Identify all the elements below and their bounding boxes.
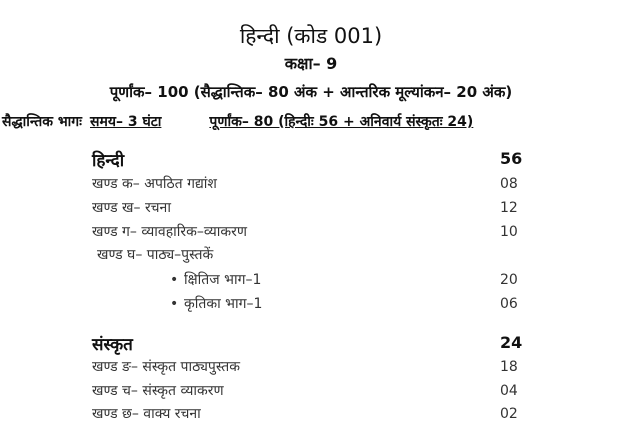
sanskrit-section-marks: 18 bbox=[500, 359, 518, 375]
theory-label: सैद्धान्तिक भागः bbox=[2, 114, 82, 130]
hindi-section-label: खण्ड क– अपठित गद्यांश bbox=[92, 176, 217, 192]
book-label: क्षितिज भाग–1 bbox=[184, 272, 262, 288]
sanskrit-section-label: खण्ड च– संस्कृत व्याकरण bbox=[92, 383, 224, 399]
theory-section-line bbox=[2, 112, 473, 131]
book-label: कृतिका भाग–1 bbox=[184, 296, 263, 312]
sanskrit-section-label: खण्ड छ– वाक्य रचना bbox=[92, 406, 201, 422]
book-list-item bbox=[170, 294, 262, 313]
hindi-section-marks: 10 bbox=[500, 224, 518, 240]
hindi-section-label: खण्ड घ– पाठ्य–पुस्तकें bbox=[97, 247, 214, 263]
sanskrit-section-label: खण्ड ङ– संस्कृत पाठ्यपुस्तक bbox=[92, 359, 241, 375]
sanskrit-total: 24 bbox=[500, 333, 523, 352]
sanskrit-section-marks: 02 bbox=[500, 406, 518, 422]
bullet-icon: • bbox=[170, 272, 179, 288]
hindi-section-label: खण्ड ख– रचना bbox=[92, 200, 171, 216]
hindi-total: 56 bbox=[500, 149, 523, 168]
sanskrit-heading: संस्कृत bbox=[92, 335, 133, 355]
hindi-heading: हिन्दी bbox=[92, 151, 125, 171]
class-label: कक्षा– 9 bbox=[284, 54, 338, 73]
book-list-item bbox=[170, 270, 261, 289]
theory-duration: समय– 3 घंटा bbox=[90, 114, 162, 130]
hindi-section-marks: 08 bbox=[500, 176, 518, 192]
book-marks: 06 bbox=[500, 296, 518, 312]
total-marks-line: पूर्णांक– 100 (सैद्धान्तिक– 80 अंक + आन्तरिक मूल्यांकन– 20 अंक) bbox=[109, 83, 513, 101]
document-title: हिन्दी (कोड 001) bbox=[239, 24, 383, 48]
bullet-icon: • bbox=[170, 296, 179, 312]
hindi-section-label: खण्ड ग– व्यावहारिक–व्याकरण bbox=[92, 224, 247, 240]
sanskrit-section-marks: 04 bbox=[500, 383, 518, 399]
theory-marks: पूर्णांक– 80 (हिन्दीः 56 + अनिवार्य संस्कृतः 24) bbox=[209, 114, 474, 130]
hindi-section-marks: 12 bbox=[500, 200, 518, 216]
book-marks: 20 bbox=[500, 272, 518, 288]
